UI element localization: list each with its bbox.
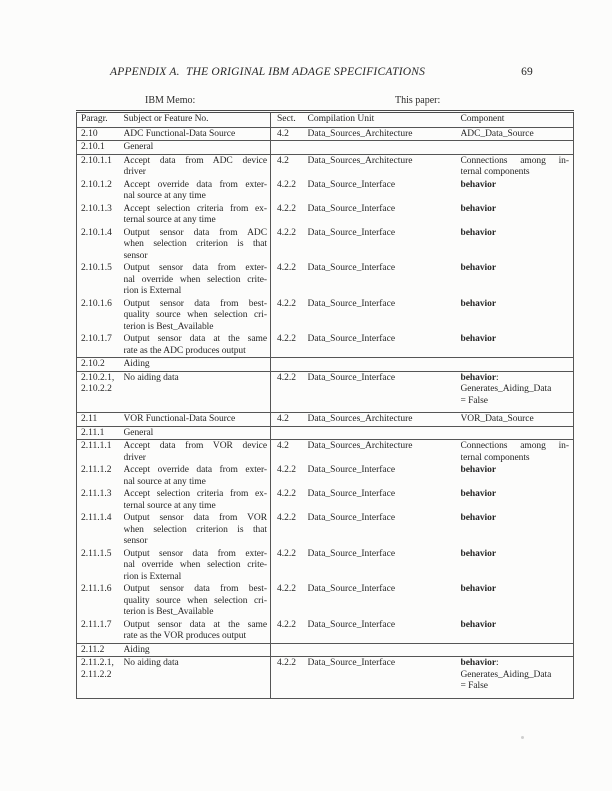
spec-table	[76, 110, 574, 699]
table-captions	[76, 94, 573, 108]
sect-cell: 4.2.2	[277, 203, 296, 214]
component-cell	[459, 358, 574, 372]
sect-cell: 4.2.2	[277, 548, 296, 559]
appendix-title: THE ORIGINAL IBM ADAGE SPECIFICATIONS	[186, 66, 426, 78]
caption-this-paper: This paper:	[395, 95, 441, 106]
sect-cell	[271, 643, 306, 657]
subject-cell: Aiding	[124, 358, 271, 372]
unit-cell	[306, 643, 459, 657]
sect-cell	[271, 358, 306, 372]
sect-cell: 4.2.2	[277, 227, 296, 238]
table-row	[77, 464, 574, 488]
sect-cell: 4.2	[271, 127, 306, 141]
sect-cell: 4.2.2	[277, 179, 296, 190]
unit-cell: Data_Source_Interface	[306, 371, 459, 413]
table-header-row	[77, 112, 574, 128]
paragr-cell: 2.10.1.6	[81, 298, 112, 309]
unit-cell	[306, 426, 459, 440]
subject-cell: Accept data from VOR device driver	[124, 440, 271, 465]
sect-cell: 4.2	[277, 441, 289, 451]
sect-cell: 4.2.2	[277, 465, 296, 475]
sect-cell: 4.2.2	[277, 489, 296, 499]
component-cell: behavior	[460, 203, 496, 214]
subject-cell: ADC Functional-Data Source	[124, 127, 271, 141]
unit-cell: Data_Sources_Architecture	[306, 127, 459, 141]
paragr-cell: 2.10.2.1, 2.10.2.2	[77, 371, 124, 413]
unit-cell	[306, 358, 459, 372]
paragr-cell: 2.10.1.5	[81, 263, 112, 273]
paragr-cell: 2.11.2.1, 2.11.2.2	[77, 657, 124, 699]
paragr-cell: 2.11.1.1	[81, 441, 112, 451]
subject-cell: Output sensor data from exter- nal override when selection crite- rion is External	[124, 262, 271, 298]
component-cell: behavior: Generates_Aiding_Data = False	[459, 657, 574, 699]
component-cell: behavior	[459, 333, 574, 358]
table-row	[77, 154, 574, 179]
subject-cell: General	[124, 141, 271, 155]
paragr-cell: 2.10.1.1	[81, 155, 112, 166]
table-row	[77, 619, 574, 644]
subject-cell: Accept selection criteria from ex- ternal source at any time	[124, 488, 271, 512]
table-row	[77, 371, 574, 413]
col-header-paragr: Paragr.	[77, 112, 124, 128]
unit-cell: Data_Source_Interface	[307, 513, 396, 523]
sect-cell: 4.2.2	[277, 584, 296, 594]
unit-cell: Data_Source_Interface	[307, 227, 396, 238]
table-row	[77, 657, 574, 699]
component-cell: behavior	[460, 548, 496, 559]
col-header-unit: Compilation Unit	[306, 112, 459, 128]
table-row	[77, 227, 574, 263]
unit-cell: Data_Source_Interface	[306, 333, 459, 358]
sect-cell: 4.2.2	[271, 657, 306, 699]
paragr-cell: 2.10.1.3	[81, 203, 112, 214]
unit-cell: Data_Source_Interface	[306, 619, 459, 644]
subject-cell: No aiding data	[124, 657, 271, 699]
unit-cell: Data_Sources_Architecture	[306, 413, 459, 427]
unit-cell: Data_Source_Interface	[307, 179, 396, 190]
sect-cell: 4.2.2	[271, 333, 306, 358]
paragr-cell: 2.10.1.4	[81, 227, 112, 238]
sect-cell	[271, 426, 306, 440]
paragr-cell: 2.11.1.3	[81, 489, 112, 499]
col-header-subject: Subject or Feature No.	[124, 112, 271, 128]
subject-cell: Output sensor data at the same rate as the VOR produces output	[124, 619, 271, 644]
unit-cell: Data_Source_Interface	[307, 584, 396, 594]
paragr-cell: 2.10.1	[77, 141, 124, 155]
paragr-cell: 2.11.1.5	[81, 548, 112, 559]
running-header	[76, 65, 573, 80]
subject-cell: Output sensor data from ADC when selection criterion is that sensor	[124, 227, 271, 263]
table-row	[77, 298, 574, 334]
page-number: 69	[521, 66, 533, 78]
sect-cell: 4.2.2	[277, 263, 296, 273]
table-body	[77, 127, 574, 698]
table-row	[77, 426, 574, 440]
component-cell: behavior	[460, 179, 496, 190]
col-header-component: Component	[459, 112, 574, 128]
paragr-cell: 2.11.1	[77, 426, 124, 440]
table-row	[77, 583, 574, 619]
scan-speck	[521, 736, 524, 739]
subject-cell: Output sensor data at the same rate as the ADC produces output	[124, 333, 271, 358]
paragr-cell: 2.10	[77, 127, 124, 141]
subject-cell: Output sensor data from exter- nal override when selection crite- rion is External	[124, 548, 271, 584]
paragr-cell: 2.10.2	[77, 358, 124, 372]
paragr-cell: 2.11.1.7	[77, 619, 124, 644]
component-cell: VOR_Data_Source	[459, 413, 574, 427]
unit-cell: Data_Source_Interface	[306, 657, 459, 699]
sect-cell: 4.2.2	[271, 619, 306, 644]
sect-cell: 4.2.2	[277, 513, 296, 523]
unit-cell: Data_Source_Interface	[307, 203, 396, 214]
sect-cell: 4.2.2	[277, 298, 296, 309]
sect-cell: 4.2	[277, 155, 289, 166]
sect-cell	[271, 141, 306, 155]
unit-cell: Data_Source_Interface	[307, 298, 396, 309]
table-row	[77, 440, 574, 465]
col-header-sect: Sect.	[271, 112, 306, 128]
component-cell: behavior	[460, 298, 496, 309]
appendix-number: APPENDIX A.	[110, 66, 180, 78]
component-cell: behavior	[459, 619, 574, 644]
component-cell: behavior	[460, 465, 496, 475]
table-row	[77, 413, 574, 427]
component-cell: behavior	[460, 513, 496, 523]
subject-cell: Aiding	[124, 643, 271, 657]
component-cell	[459, 141, 574, 155]
table-row	[77, 512, 574, 548]
subject-cell: Output sensor data from best- quality source when selection cri- terion is Best_Available	[124, 298, 271, 334]
subject-cell: No aiding data	[124, 371, 271, 413]
component-cell: behavior	[460, 227, 496, 238]
subject-cell: Accept override data from exter- nal source at any time	[124, 464, 271, 488]
unit-cell: Data_Source_Interface	[307, 548, 396, 559]
unit-cell	[306, 141, 459, 155]
paragr-cell: 2.10.1.7	[77, 333, 124, 358]
component-cell: Connections among in- ternal components	[460, 441, 569, 463]
subject-cell: Output sensor data from best- quality source when selection cri- terion is Best_Available	[124, 583, 271, 619]
subject-cell: VOR Functional-Data Source	[124, 413, 271, 427]
caption-ibm-memo: IBM Memo:	[145, 95, 196, 106]
component-cell	[459, 426, 574, 440]
table-row	[77, 262, 574, 298]
paragr-cell: 2.11	[77, 413, 124, 427]
component-cell: behavior	[460, 584, 496, 594]
paragr-cell: 2.11.1.4	[81, 513, 112, 523]
component-cell: behavior: Generates_Aiding_Data = False	[459, 371, 574, 413]
sect-cell: 4.2.2	[271, 371, 306, 413]
paragr-cell: 2.11.1.6	[81, 584, 112, 594]
unit-cell: Data_Source_Interface	[307, 263, 396, 273]
table-row	[77, 488, 574, 512]
table-row	[77, 141, 574, 155]
paragr-cell: 2.11.1.2	[81, 465, 112, 475]
table-row	[77, 643, 574, 657]
table-row	[77, 333, 574, 358]
table-row	[77, 179, 574, 203]
paragr-cell: 2.11.2	[77, 643, 124, 657]
subject-cell: Accept override data from exter- nal source at any time	[124, 179, 271, 203]
unit-cell: Data_Sources_Architecture	[307, 441, 413, 451]
subject-cell: General	[124, 426, 271, 440]
table-row	[77, 358, 574, 372]
paragr-cell: 2.10.1.2	[81, 179, 112, 190]
component-cell: behavior	[460, 263, 496, 273]
table-row	[77, 548, 574, 584]
component-cell: ADC_Data_Source	[459, 127, 574, 141]
subject-cell: Accept selection criteria from ex- ternal source at any time	[124, 203, 271, 227]
subject-cell: Accept data from ADC device driver	[124, 154, 271, 179]
table-row	[77, 203, 574, 227]
subject-cell: Output sensor data from VOR when selection criterion is that sensor	[124, 512, 271, 548]
table-row	[77, 127, 574, 141]
unit-cell: Data_Source_Interface	[307, 465, 396, 475]
unit-cell: Data_Sources_Architecture	[307, 155, 413, 166]
component-cell: behavior	[460, 489, 496, 499]
sect-cell: 4.2	[271, 413, 306, 427]
component-cell: Connections among in- ternal components	[460, 155, 569, 177]
unit-cell: Data_Source_Interface	[307, 489, 396, 499]
component-cell	[459, 643, 574, 657]
